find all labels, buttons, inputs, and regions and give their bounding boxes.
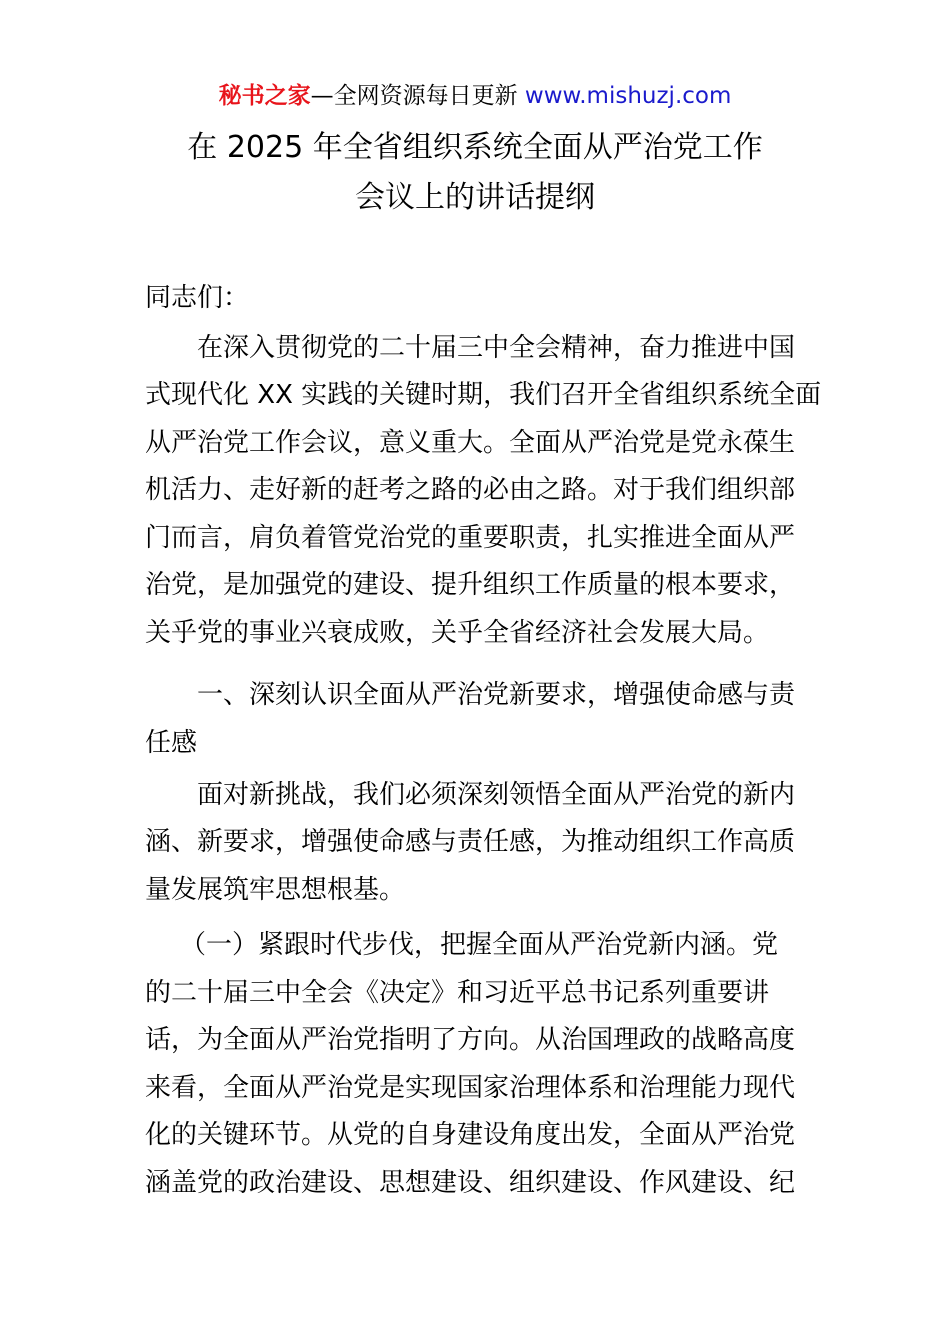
paragraph-line: 面对新挑战，我们必须深刻领悟全面从严治党的新内 [197, 780, 796, 810]
paragraph-line: 话，为全面从严治党指明了方向。从治国理政的战略高度 [145, 1025, 796, 1055]
paragraph-line: 治党，是加强党的建设、提升组织工作质量的根本要求， [145, 570, 796, 600]
paragraph-line: 门而言，肩负着管党治党的重要职责，扎实推进全面从严 [145, 523, 796, 553]
paragraph-line: 式现代化 XX 实践的关键时期，我们召开全省组织系统全面 [145, 380, 822, 410]
document-title-line-2: 会议上的讲话提纲 [355, 180, 595, 215]
paragraph-line: 涵、新要求，增强使命感与责任感，为推动组织工作高质 [145, 827, 796, 857]
paragraph-line: 量发展筑牢思想根基。 [145, 875, 406, 905]
document-title-line-1: 在 2025 年全省组织系统全面从严治党工作 [187, 130, 763, 165]
salutation: 同志们： [145, 283, 250, 313]
paragraph-line: 机活力、走好新的赶考之路的必由之路。对于我们组织部 [145, 475, 796, 505]
paragraph-line: 的二十届三中全会《决定》和习近平总书记系列重要讲 [145, 978, 770, 1008]
section-heading-line: 任感 [145, 728, 198, 758]
subsection-line: （一）紧跟时代步伐，把握全面从严治党新内涵。党 [180, 930, 779, 960]
paragraph-line: 化的关键环节。从党的自身建设角度出发，全面从严治党 [145, 1120, 796, 1150]
paragraph-line: 在深入贯彻党的二十届三中全会精神，奋力推进中国 [197, 333, 796, 363]
site-url-link[interactable]: www.mishuzj.com [524, 83, 732, 109]
paragraph-line: 关乎党的事业兴衰成败，关乎全省经济社会发展大局。 [145, 618, 770, 648]
paragraph-line: 来看，全面从严治党是实现国家治理体系和治理能力现代 [145, 1073, 796, 1103]
site-header [0, 80, 950, 112]
site-tagline: —全网资源每日更新 [310, 83, 525, 109]
section-heading-line: 一、深刻认识全面从严治党新要求，增强使命感与责 [197, 680, 796, 710]
paragraph-line: 从严治党工作会议，意义重大。全面从严治党是党永葆生 [145, 428, 796, 458]
paragraph-line: 涵盖党的政治建设、思想建设、组织建设、作风建设、纪 [145, 1168, 796, 1198]
site-brand: 秘书之家 [218, 83, 311, 109]
